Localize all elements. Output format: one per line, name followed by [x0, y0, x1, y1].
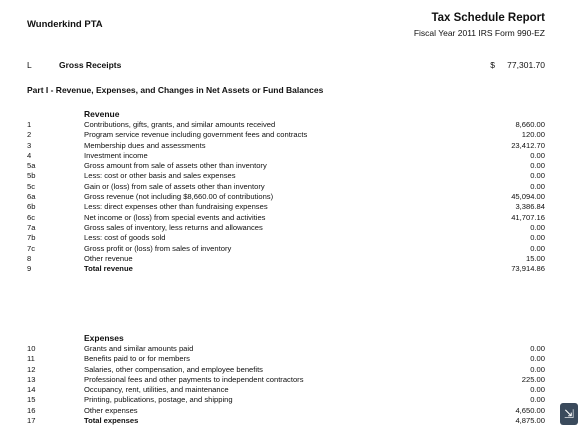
line-description: Less: direct expenses other than fundraising expenses	[84, 202, 268, 212]
table-row	[27, 192, 545, 202]
line-description: Salaries, other compensation, and employee benefits	[84, 364, 263, 374]
line-description: Total revenue	[84, 264, 133, 274]
line-description: Occupancy, rent, utilities, and maintenance	[84, 385, 229, 395]
line-description: Net income or (loss) from special events and activities	[84, 212, 266, 222]
line-description: Program service revenue including government fees and contracts	[84, 130, 308, 140]
table-row	[27, 406, 545, 416]
line-amount: 0.00	[530, 395, 545, 405]
line-description: Gross profit or (loss) from sales of inventory	[84, 243, 232, 253]
line-amount: 4,650.00	[515, 405, 545, 415]
line-description: Gross revenue (not including $8,660.00 of contributions)	[84, 192, 274, 202]
line-amount: 0.00	[530, 243, 545, 253]
line-amount: 0.00	[530, 344, 545, 353]
line-number: 9	[27, 264, 32, 274]
line-number: 13	[27, 374, 36, 384]
table-row	[27, 120, 545, 130]
line-amount: 0.00	[530, 364, 545, 374]
line-number: 7b	[27, 233, 36, 243]
export-button[interactable]	[560, 403, 578, 425]
table-row	[27, 233, 545, 243]
table-row	[27, 416, 545, 426]
line-number: 8	[27, 253, 32, 263]
gross-receipts-amount: 77,301.70	[507, 60, 545, 70]
line-amount: 225.00	[521, 374, 545, 384]
line-amount: 0.00	[530, 354, 545, 364]
line-description: Less: cost or other basis and sales expenses	[84, 171, 236, 181]
line-description: Less: cost of goods sold	[84, 233, 166, 243]
table-row	[27, 354, 545, 364]
line-description: Total expenses	[84, 416, 139, 426]
line-number: 4	[27, 150, 32, 160]
export-icon: ⇲	[563, 407, 575, 421]
gross-receipts-label: Gross Receipts	[59, 60, 122, 70]
line-amount: 0.00	[530, 161, 545, 171]
line-number: 6a	[27, 192, 36, 202]
table-row	[27, 375, 545, 385]
expense-rows	[27, 344, 545, 426]
line-amount: 0.00	[530, 150, 545, 160]
line-amount: 15.00	[525, 253, 545, 263]
line-number: 5a	[27, 161, 36, 171]
line-description: Grants and similar amounts paid	[84, 344, 194, 353]
line-number: 1	[27, 120, 32, 129]
line-number: 15	[27, 395, 36, 405]
line-number: 10	[27, 344, 36, 353]
table-row	[27, 141, 545, 151]
line-number: 6c	[27, 212, 36, 222]
line-number: 17	[27, 416, 36, 426]
line-number: 2	[27, 130, 32, 140]
expenses-heading: Expenses	[84, 333, 124, 343]
line-number: 7a	[27, 222, 36, 232]
line-description: Contributions, gifts, grants, and similar amounts received	[84, 120, 276, 129]
part-title: Part I - Revenue, Expenses, and Changes in Net Assets or Fund Balances	[27, 85, 324, 95]
line-amount: 23,412.70	[511, 140, 545, 150]
line-description: Benefits paid to or for members	[84, 354, 190, 364]
table-row	[27, 254, 545, 264]
line-description: Membership dues and assessments	[84, 140, 206, 150]
line-amount: 120.00	[521, 130, 545, 140]
table-row	[27, 151, 545, 161]
line-description: Other revenue	[84, 253, 133, 263]
line-amount: 4,875.00	[515, 416, 545, 426]
line-number: 3	[27, 140, 32, 150]
line-description: Professional fees and other payments to independent contractors	[84, 374, 304, 384]
gross-receipts-currency: $	[490, 60, 495, 70]
table-row	[27, 202, 545, 212]
line-amount: 0.00	[530, 171, 545, 181]
table-row	[27, 395, 545, 405]
table-row	[27, 130, 545, 140]
line-number: 16	[27, 405, 36, 415]
line-description: Gross sales of inventory, less returns and allowances	[84, 222, 263, 232]
line-amount: 0.00	[530, 233, 545, 243]
report-subtitle: Fiscal Year 2011 IRS Form 990-EZ	[413, 28, 545, 38]
table-row	[27, 182, 545, 192]
line-amount: 73,914.86	[511, 264, 545, 274]
revenue-rows	[27, 120, 545, 274]
expenses-section	[27, 332, 545, 426]
line-amount: 0.00	[530, 385, 545, 395]
table-row	[27, 365, 545, 375]
report-title: Tax Schedule Report	[431, 12, 545, 24]
line-amount: 8,660.00	[515, 120, 545, 129]
table-row	[27, 244, 545, 254]
table-row	[27, 264, 545, 274]
line-number: 14	[27, 385, 36, 395]
line-number: 7c	[27, 243, 36, 253]
line-amount: 45,094.00	[511, 192, 545, 202]
line-description: Other expenses	[84, 405, 138, 415]
table-row	[27, 213, 545, 223]
table-row	[27, 344, 545, 354]
line-number: 12	[27, 364, 36, 374]
line-number: 6b	[27, 202, 36, 212]
line-amount: 3,386.84	[515, 202, 545, 212]
line-amount: 0.00	[530, 181, 545, 191]
line-amount: 0.00	[530, 222, 545, 232]
revenue-section	[27, 108, 545, 274]
line-number: 5c	[27, 181, 36, 191]
organization-name: Wunderkind PTA	[27, 19, 103, 30]
gross-receipts-code: L	[27, 60, 32, 70]
line-number: 11	[27, 354, 35, 364]
table-row	[27, 161, 545, 171]
line-description: Investment income	[84, 150, 148, 160]
table-row	[27, 223, 545, 233]
table-row	[27, 385, 545, 395]
revenue-heading: Revenue	[84, 109, 120, 119]
line-description: Gross amount from sale of assets other than inventory	[84, 161, 267, 171]
line-description: Gain or (loss) from sale of assets other than inventory	[84, 181, 265, 191]
table-row	[27, 171, 545, 181]
line-amount: 41,707.16	[511, 212, 545, 222]
line-number: 5b	[27, 171, 36, 181]
line-description: Printing, publications, postage, and shipping	[84, 395, 233, 405]
